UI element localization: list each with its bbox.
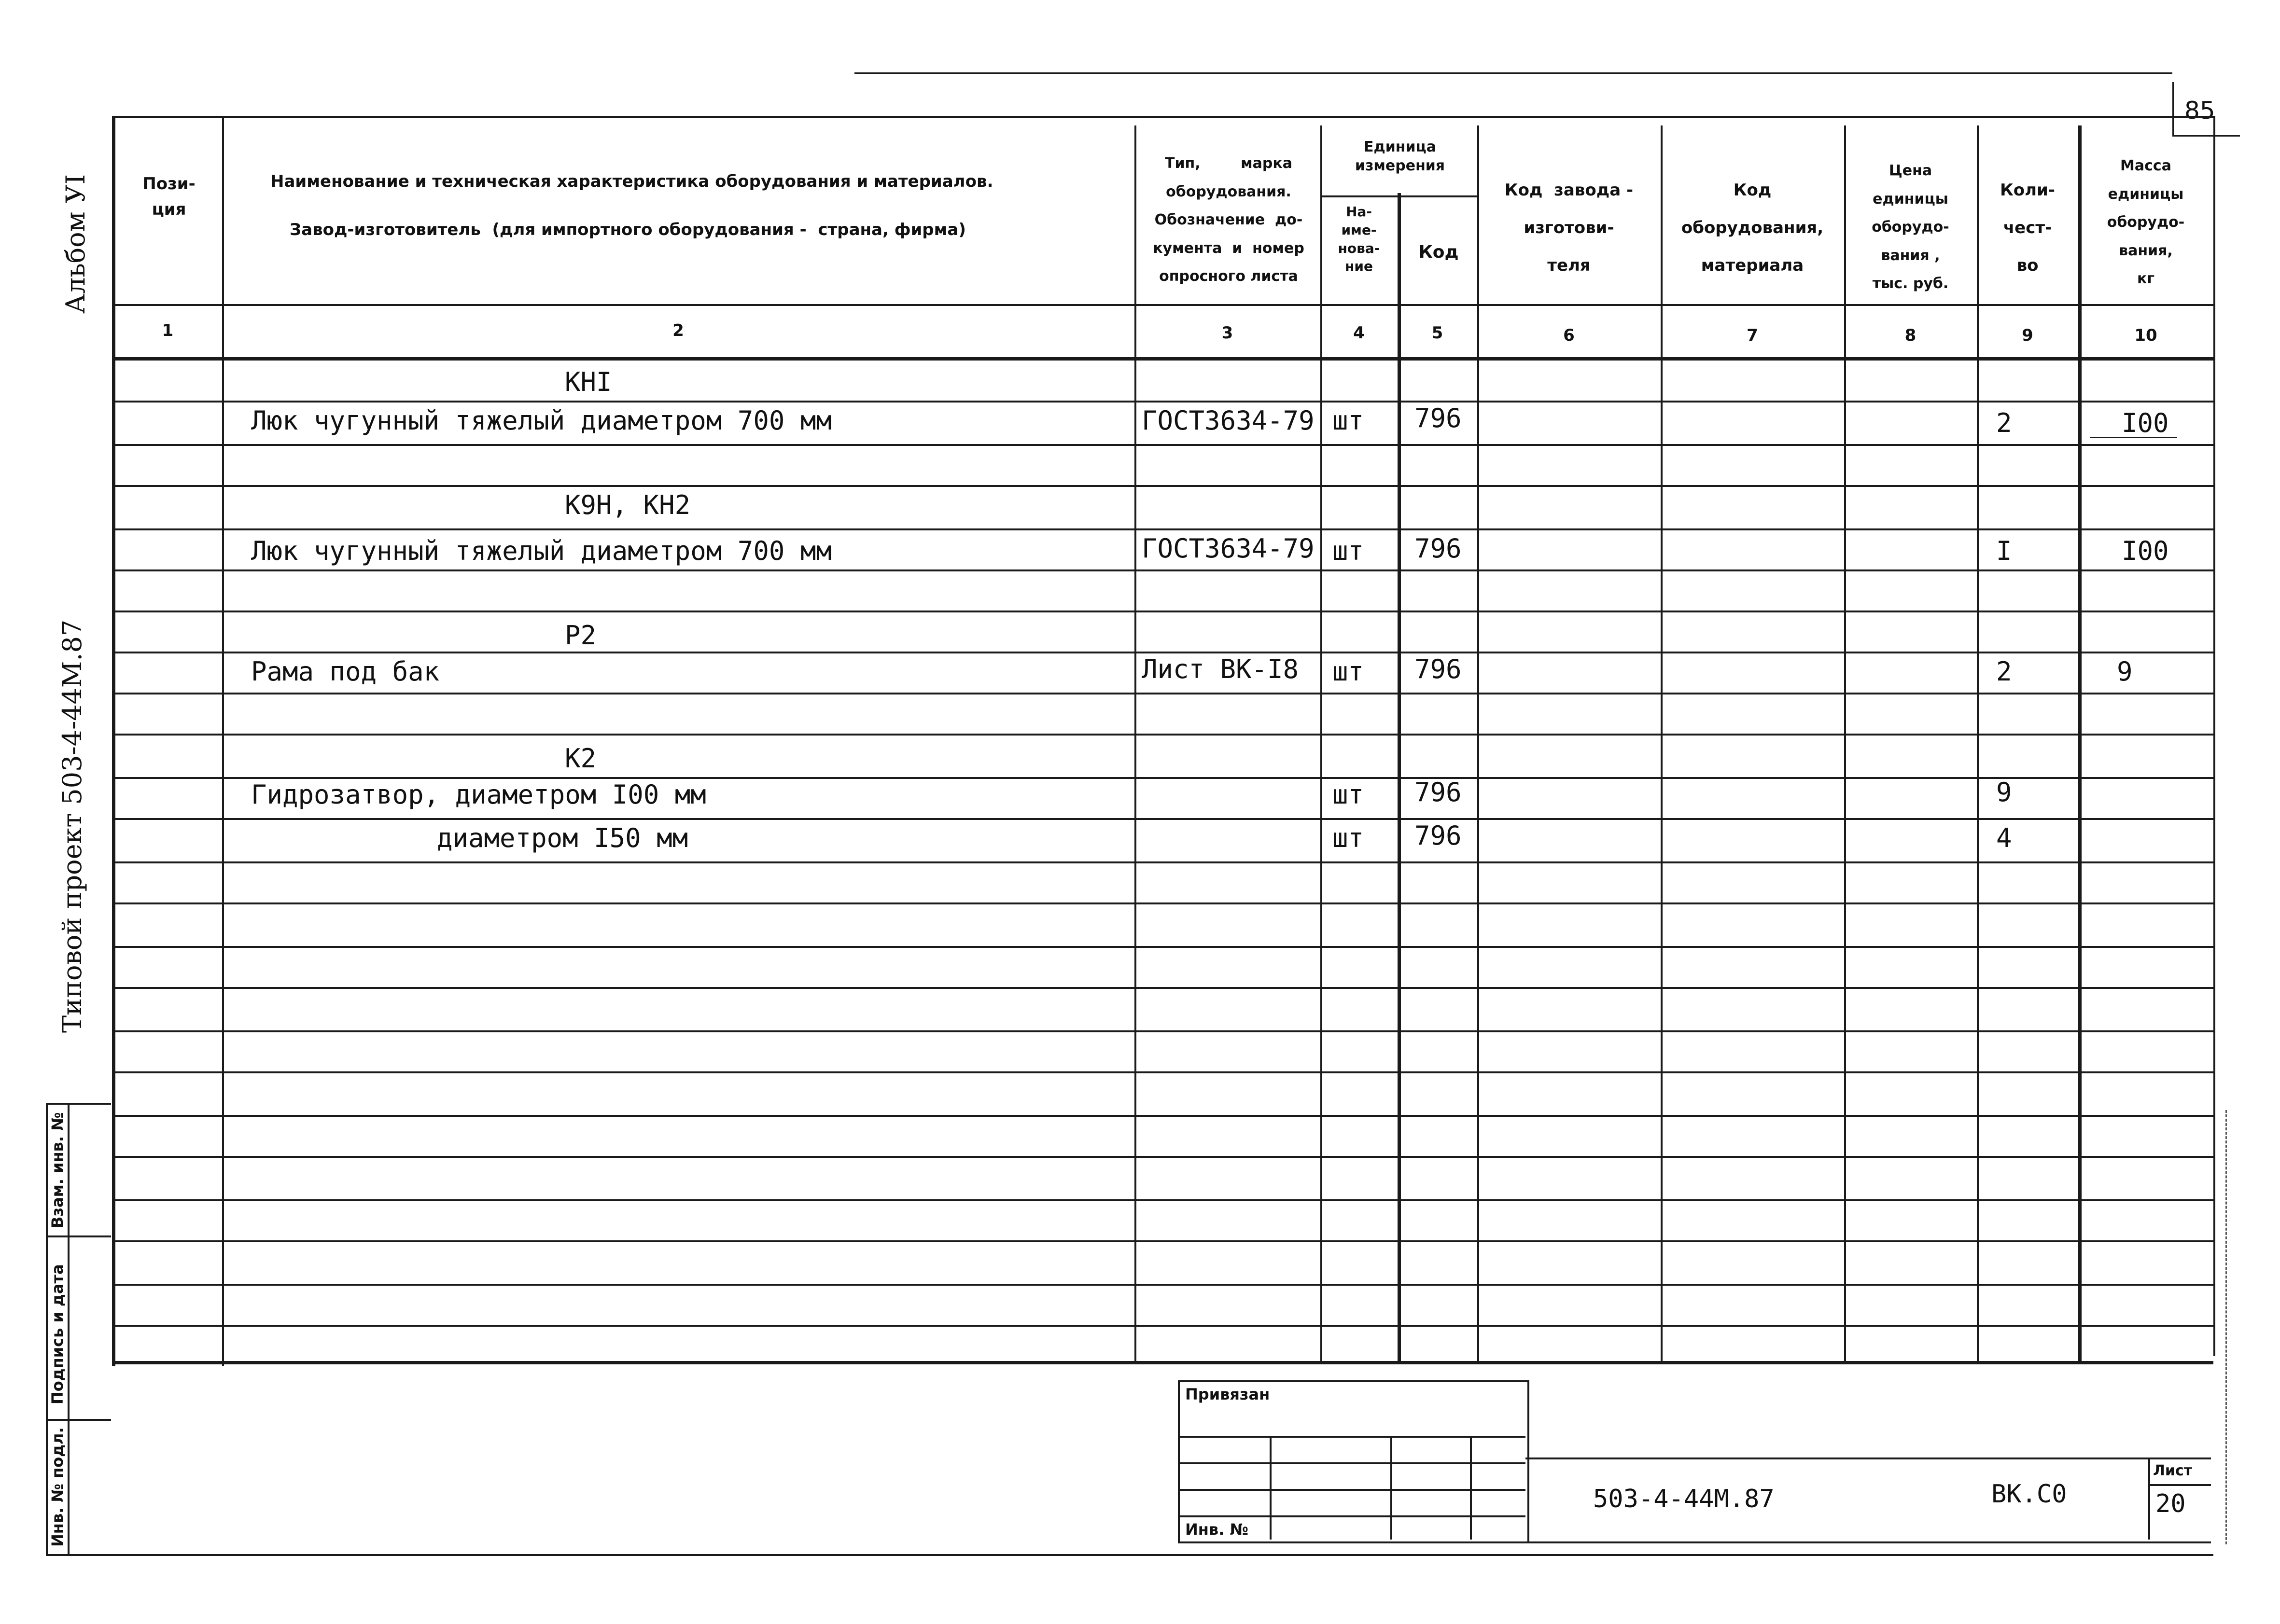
row-line xyxy=(113,1240,2213,1242)
col-sep-7 xyxy=(1844,125,1846,1361)
header-price: Цена единицы оборудо- вания , тыс. руб. xyxy=(1872,162,1949,292)
colnum-9: 9 xyxy=(2022,326,2033,345)
item-mass: 9 xyxy=(2117,656,2133,687)
group-label: Р2 xyxy=(565,620,597,651)
binding-stamp xyxy=(1178,1380,1529,1543)
header-equip-code: Код оборудования, материала xyxy=(1681,180,1824,276)
row-line xyxy=(113,569,2213,571)
row-line xyxy=(113,1030,2213,1032)
header-maker-code: Код завода - изготови- теля xyxy=(1504,180,1634,276)
group-label: КНI xyxy=(565,367,612,397)
inv-no-label: Инв. № xyxy=(1185,1520,1248,1539)
table-bottom xyxy=(113,1361,2213,1364)
colnum-8: 8 xyxy=(1904,326,1916,345)
item-code: 796 xyxy=(1414,533,1462,564)
stamp-line xyxy=(1178,1489,1525,1491)
project-label: Типовой проект 503-4-44М.87 xyxy=(57,619,87,1033)
header-unit-name: На- име- нова- ние xyxy=(1338,204,1380,275)
item-code: 796 xyxy=(1414,777,1462,807)
stamp-line xyxy=(1178,1436,1525,1438)
frame-bottom xyxy=(46,1554,2213,1556)
col-sep-6 xyxy=(1661,125,1663,1361)
row-line xyxy=(113,611,2213,612)
item-doc: Лист ВК-I8 xyxy=(1142,654,1299,684)
item-doc: ГОСТ3634-79 xyxy=(1142,405,1315,436)
row-line xyxy=(113,946,2213,948)
stamp-col xyxy=(1470,1436,1472,1540)
item-name: Рама под бак xyxy=(251,656,440,687)
col-sep-8 xyxy=(1977,125,1979,1361)
row-line xyxy=(113,861,2213,863)
item-name: Гидрозатвор, диаметром I00 мм xyxy=(251,779,706,810)
sheet-label: Лист xyxy=(2153,1462,2193,1479)
stamp-line xyxy=(1178,1462,1525,1464)
right-edge-line xyxy=(2225,1110,2227,1544)
item-unit: шт xyxy=(1332,656,1364,687)
group-label: К9Н, КН2 xyxy=(565,490,691,520)
row-line xyxy=(113,693,2213,694)
row-line xyxy=(113,1071,2213,1073)
colnum-bottom xyxy=(113,357,2213,361)
page-number: 85 xyxy=(2184,97,2215,125)
colnum-2: 2 xyxy=(672,321,684,340)
header-type-doc: Тип, марка оборудования. Обозначение до- кумента и номер опросного листа xyxy=(1153,155,1304,285)
item-unit: шт xyxy=(1332,823,1364,853)
colnum-6: 6 xyxy=(1563,326,1575,345)
side-stamp-top xyxy=(46,1103,111,1105)
stamp-line xyxy=(1178,1515,1525,1517)
page-number-box-bottom xyxy=(2172,135,2240,137)
album-label: Альбом УI xyxy=(60,174,91,314)
item-name: Люк чугунный тяжелый диаметром 700 мм xyxy=(251,536,832,566)
row-line xyxy=(113,902,2213,904)
page-number-box-left xyxy=(2172,82,2174,135)
row-line xyxy=(113,528,2213,530)
binding-label: Привязан xyxy=(1185,1385,1270,1403)
row-line xyxy=(113,444,2213,446)
item-name: диаметром I50 мм xyxy=(437,823,688,853)
header-unit-group: Единица измерения xyxy=(1355,139,1445,174)
col-sep-5 xyxy=(1477,125,1479,1361)
signature-date-label: Подпись и дата xyxy=(48,1264,67,1404)
row-line xyxy=(113,1156,2213,1158)
sheet-box-mid xyxy=(2148,1484,2211,1486)
document-code: 503-4-44М.87 xyxy=(1593,1485,1775,1513)
table-right-border xyxy=(2213,116,2215,1356)
sheet-number: 20 xyxy=(2155,1489,2186,1518)
header-position: Пози- ция xyxy=(142,174,196,219)
row-line xyxy=(113,401,2213,403)
colnum-1: 1 xyxy=(162,321,174,340)
header-bottom xyxy=(113,304,2213,306)
row-line xyxy=(113,987,2213,989)
item-qty: 2 xyxy=(1996,408,2012,438)
item-code: 796 xyxy=(1414,403,1462,433)
table-left-border xyxy=(112,116,115,1366)
side-stamp-left xyxy=(46,1103,48,1554)
vzam-inv-label: Взам. инв. № xyxy=(48,1112,67,1228)
row-line xyxy=(113,652,2213,653)
col-sep-9 xyxy=(2078,125,2082,1361)
item-code: 796 xyxy=(1414,654,1462,684)
header-name-line2: Завод-изготовитель (для импортного оборудования - страна, фирма) xyxy=(290,220,966,239)
item-unit: шт xyxy=(1332,536,1364,566)
colnum-10: 10 xyxy=(2134,326,2157,345)
header-mass: Масса единицы оборудо- вания, кг xyxy=(2107,157,2185,287)
stamp-col xyxy=(1390,1436,1392,1540)
item-unit: шт xyxy=(1332,779,1364,810)
row-line xyxy=(113,818,2213,820)
row-line xyxy=(113,1325,2213,1327)
colnum-7: 7 xyxy=(1747,326,1758,345)
colnum-4: 4 xyxy=(1353,323,1365,343)
top-dash-line xyxy=(854,72,2172,74)
item-qty: 9 xyxy=(1996,777,2012,807)
col-sep-3 xyxy=(1320,125,1322,1361)
header-name-line1: Наименование и техническая характеристика оборудования и материалов. xyxy=(270,172,993,191)
row-line xyxy=(113,777,2213,779)
side-stamp-mid xyxy=(68,1103,70,1554)
side-stamp-sep1 xyxy=(46,1235,111,1237)
table-top-border xyxy=(113,116,2213,118)
row-line xyxy=(113,1284,2213,1286)
document-mark: ВК.С0 xyxy=(1991,1480,2067,1509)
row-line xyxy=(113,734,2213,736)
sheet-box-left xyxy=(2148,1457,2150,1540)
item-name: Люк чугунный тяжелый диаметром 700 мм xyxy=(251,405,832,436)
item-code: 796 xyxy=(1414,820,1462,851)
colnum-3: 3 xyxy=(1221,323,1233,343)
item-unit: шт xyxy=(1332,405,1364,436)
item-mass: I00 xyxy=(2122,536,2169,566)
col-sep-1 xyxy=(222,116,224,1366)
col-sep-2 xyxy=(1134,125,1136,1361)
group-label: К2 xyxy=(565,743,597,774)
unit-subheader-line xyxy=(1320,195,1477,197)
side-stamp-sep2 xyxy=(46,1419,111,1421)
item-qty: I xyxy=(1996,536,2012,566)
mass-underline xyxy=(2090,693,2177,694)
inv-podl-label: Инв. № подл. xyxy=(48,1427,67,1547)
row-line xyxy=(113,485,2213,487)
item-mass: I00 xyxy=(2122,408,2169,438)
item-qty: 2 xyxy=(1996,656,2012,687)
header-quantity: Коли- чест- во xyxy=(2000,180,2055,276)
row-line xyxy=(113,1199,2213,1201)
stamp-col xyxy=(1270,1436,1272,1540)
item-qty: 4 xyxy=(1996,823,2012,853)
item-doc: ГОСТ3634-79 xyxy=(1142,533,1315,564)
colnum-5: 5 xyxy=(1431,323,1443,343)
row-line xyxy=(113,1115,2213,1117)
header-unit-code: Код xyxy=(1418,242,1459,262)
